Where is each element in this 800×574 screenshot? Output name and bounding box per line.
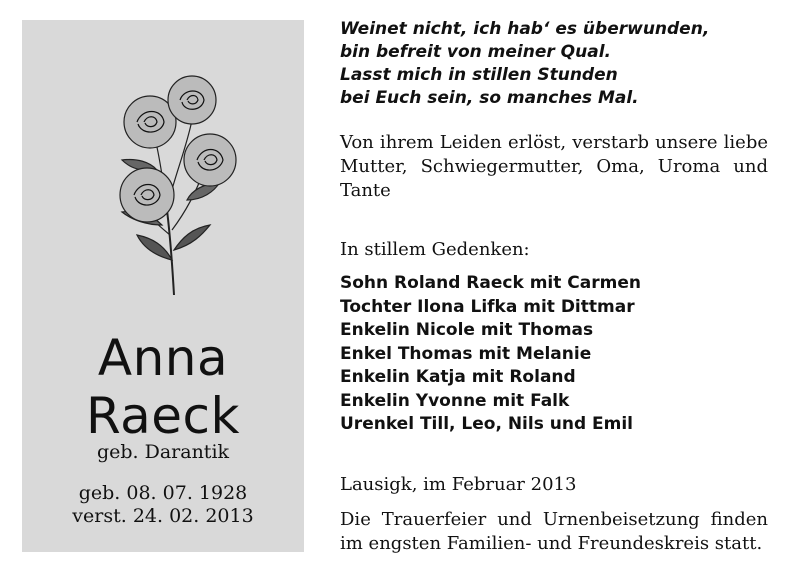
poem-line: Weinet nicht, ich hab‘ es überwunden, [340, 19, 710, 39]
funeral-line: Die Trauerfeier und Urnenbeisetzung finden [340, 509, 768, 530]
deceased-last-name: Raeck [86, 387, 240, 445]
life-dates [22, 482, 304, 528]
mourners-label: In stillem Gedenken: [340, 239, 530, 260]
mourner-item: Enkel Thomas mit Melanie [340, 343, 592, 364]
roses-icon [92, 60, 242, 300]
poem [340, 18, 768, 110]
poem-line: bin befreit von meiner Qual. [340, 42, 611, 62]
deceased-first-name: Anna [97, 329, 229, 387]
poem-line: bei Euch sein, so manches Mal. [340, 88, 639, 108]
death-date: verst. 24. 02. 2013 [72, 505, 254, 527]
mourner-item: Sohn Roland Raeck mit Carmen [340, 273, 641, 293]
deceased-panel [22, 20, 304, 552]
intro-line: Von ihrem Leiden erlöst, verstarb unsere liebe [340, 132, 768, 153]
intro-text [340, 131, 768, 203]
poem-line: Lasst mich in stillen Stunden [340, 65, 618, 85]
funeral-line: im engsten Familien- und Freundeskreis statt. [340, 533, 763, 554]
birth-date: geb. 08. 07. 1928 [78, 482, 248, 504]
mourners-list [340, 272, 768, 437]
mourner-item: Enkelin Nicole mit Thomas [340, 320, 594, 340]
mourner-item: Enkelin Yvonne mit Falk [340, 390, 570, 411]
intro-line: Mutter, Schwiegermutter, Oma, Uroma und [340, 156, 768, 177]
mourner-item: Tochter Ilona Lifka mit Dittmar [340, 296, 635, 317]
mourner-item: Enkelin Katja mit Roland [340, 367, 576, 387]
funeral-notice [340, 508, 768, 556]
maiden-name: geb. Darantik [96, 441, 230, 463]
place-date: Lausigk, im Februar 2013 [340, 474, 577, 495]
intro-line: Tante [340, 180, 391, 201]
mourner-item: Urenkel Till, Leo, Nils und Emil [340, 414, 634, 434]
